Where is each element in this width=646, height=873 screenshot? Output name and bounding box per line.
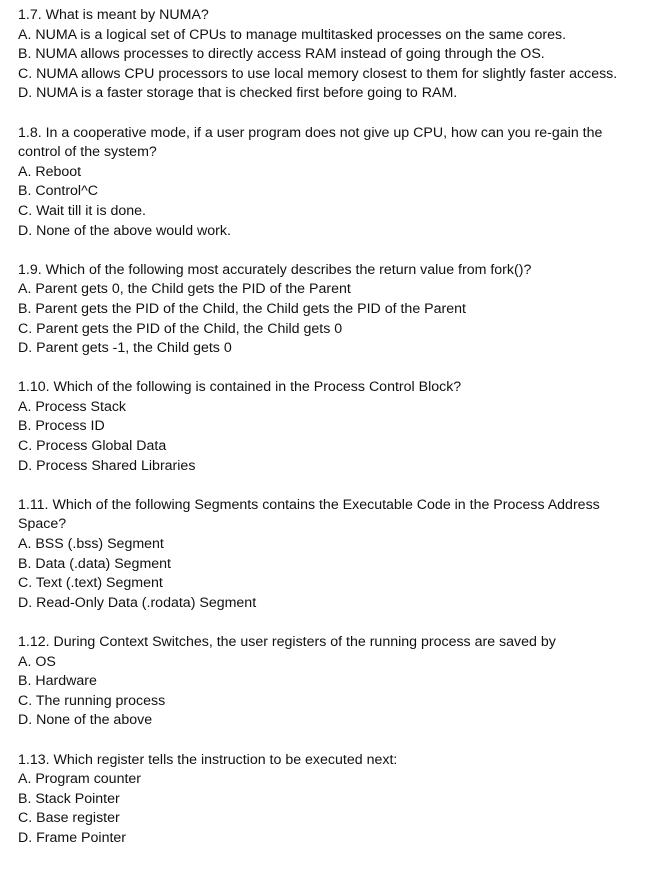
option-d: D. Parent gets -1, the Child gets 0	[18, 340, 232, 357]
option-d: D. Read-Only Data (.rodata) Segment	[18, 594, 257, 611]
option-d: D. Process Shared Libraries	[18, 457, 196, 474]
option-b: B. Process ID	[18, 418, 105, 435]
question-text: 1.10. Which of the following is contained in the Process Control Block?	[18, 379, 462, 396]
option-a: A. Program counter	[18, 771, 142, 788]
question-1-9	[18, 261, 638, 359]
option-d: D. None of the above would work.	[18, 222, 231, 239]
option-b: B. NUMA allows processes to directly access RAM instead of going through the OS.	[18, 46, 545, 63]
option-a: A. Reboot	[18, 163, 82, 180]
question-text: 1.8. In a cooperative mode, if a user program does not give up CPU, how can you re-gain the control of the system?	[18, 124, 603, 161]
option-c: C. Wait till it is done.	[18, 202, 146, 219]
option-d: D. None of the above	[18, 712, 153, 729]
option-b: B. Stack Pointer	[18, 790, 120, 807]
option-d: D. Frame Pointer	[18, 829, 127, 846]
question-text: 1.12. During Context Switches, the user registers of the running process are saved by	[18, 634, 556, 650]
option-a: A. Parent gets 0, the Child gets the PID of the Parent	[18, 281, 351, 298]
question-1-7	[18, 6, 638, 104]
option-c: C. Process Global Data	[18, 438, 167, 455]
option-c: C. Text (.text) Segment	[18, 575, 163, 592]
question-1-8	[18, 124, 638, 242]
option-c: C. Base register	[18, 810, 120, 827]
option-a: A. BSS (.bss) Segment	[18, 536, 164, 553]
option-a: A. NUMA is a logical set of CPUs to manage multitasked processes on the same cores.	[18, 26, 567, 43]
question-text: 1.13. Which register tells the instruction to be executed next:	[18, 751, 398, 768]
question-1-13	[18, 751, 638, 849]
document-page	[18, 6, 638, 868]
option-c: C. NUMA allows CPU processors to use local memory closest to them for slightly faster access.	[18, 65, 618, 82]
option-a: A. Process Stack	[18, 398, 127, 415]
option-b: B. Data (.data) Segment	[18, 555, 171, 572]
option-c: C. Parent gets the PID of the Child, the Child gets 0	[18, 320, 343, 337]
option-d: D. NUMA is a faster storage that is checked first before going to RAM.	[18, 85, 458, 102]
option-c: C. The running process	[18, 692, 166, 709]
option-b: B. Hardware	[18, 673, 97, 690]
option-b: B. Parent gets the PID of the Child, the Child gets the PID of the Parent	[18, 300, 466, 317]
question-text: 1.9. Which of the following most accurately describes the return value from fork()?	[18, 261, 532, 278]
question-1-11	[18, 496, 638, 614]
question-text: 1.11. Which of the following Segments contains the Executable Code in the Process Address Space?	[18, 496, 600, 533]
question-text: 1.7. What is meant by NUMA?	[18, 7, 209, 23]
question-1-12	[18, 633, 638, 731]
option-a: A. OS	[18, 653, 56, 670]
option-b: B. Control^C	[18, 183, 98, 200]
question-1-10	[18, 378, 638, 476]
